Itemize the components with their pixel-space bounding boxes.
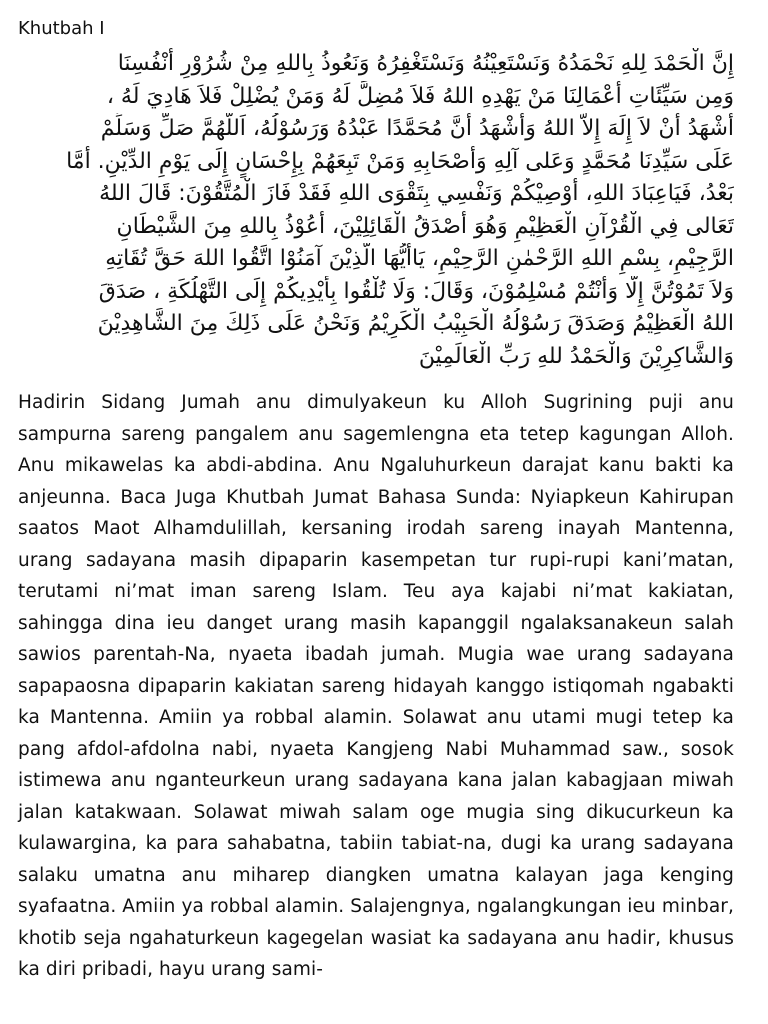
arabic-line: وَالشَّاكِرِيْنَ وَالْحَمْدُ للهِ رَبِّ الْعَالَمِيْنَ	[418, 343, 734, 369]
arabic-line: إِنَّ الْحَمْدَ لِلهِ نَحْمَدُهُ وَنَسْتَعِيْنُهُ وَنَسْتَغْفِرُهُ وَنَعُوذُ بِاللهِ مِنْ شُرُوْرِ أَنْفُسِنَا	[117, 51, 734, 76]
arabic-line: وَلاَ تَمُوْتُنَّ إِلَّا وَأَنْتُمْ مُسْلِمُوْنَ، وَقَالَ: وَلَا تُلْقُوا بِأَيْدِيكُمْ إِلَى التَّهْلُكَةِ ، صَدَقَ	[98, 278, 734, 304]
arabic-line: وَمِن سَيِّئَاتِ أَعْمَالِنَا مَنْ يَهْدِهِ اللهُ فَلاَ مُضِلَّ لَهُ وَمَنْ يُضْلِلْ فَلاَ هَادِيَ لَهُ ،	[106, 83, 734, 109]
arabic-line: أَشْهَدُ أَنْ لاَ إِلَهَ إِلاَّ اللهُ وَأَشْهَدُ أَنَّ مُحَمَّدًا عَبْدُهُ وَرَسُوْلُهُ، اَللّهُمَّ صَلِّ وَسَلِّمْ	[100, 116, 734, 141]
arabic-line: اللهُ الْعَظِيْمُ وَصَدَقَ رَسُوْلُهُ الْحَبِيْبُ الْكَرِيْمُ وَنَحْنُ عَلَى ذَلِكَ مِنَ الشَّاهِدِيْنَ	[97, 311, 734, 336]
arabic-line: الرَّجِيْمِ، بِسْمِ اللهِ الرَّحْمٰنِ الرَّحِيْمِ، يَاأَيُّهَا الَّذِيْنَ آمَنُوْا اتَّقُوا اللهَ حَقَّ تُقَاتِهِ	[105, 246, 734, 271]
document-page	[18, 14, 734, 986]
arabic-opening-text	[18, 48, 734, 373]
arabic-line: تَعَالى فِي الْقُرْآنِ الْعَظِيْمِ وَهُوَ أَصْدَقُ الْقَائِلِيْنَ، أَعُوْذُ بِاللهِ مِنَ الشَّيْطَانِ	[116, 213, 734, 239]
arabic-line: بَعْدُ، فَيَاعِبَادَ اللهِ، أُوْصِيْكُمْ وَنَفْسِي بِتَقْوَى اللهِ فَقَدْ فَازَ الْمُتَّقُوْنَ: قَالَ اللهُ	[99, 181, 734, 206]
sundanese-sermon-body: Hadirin Sidang Jumah anu dimulyakeun ku Alloh Sugrining puji anu sampurna sareng pangalem anu sagemlengna eta tetep kagungan Alloh. Anu mikawelas ka abdi-abdina. Anu Ngaluhurkeun darajat kanu bakti ka anjeunna. Baca Juga Khutbah Jumat Bahasa Sunda: Nyiapkeun Kahirupan saatos Maot Alhamdulillah, kersaning irodah sareng inayah Mantenna, urang sadayana masih dipaparin kasempetan tur rupi-rupi kani’matan, terutami ni’mat iman sareng Islam. Teu aya kajabi ni’mat kakiatan, sahingga dina ieu danget urang masih kapanggil ngalaksanakeun salah sawios parentah-Na, nyaeta ibadah jumah. Mugia wae urang sadayana sapapaosna dipaparin kakiatan sareng hidayah kanggo istiqomah ngabakti ka Mantenna. Amiin ya robbal alamin. Solawat anu utami mugi tetep ka pang afdol-afdolna nabi, nyaeta Kangjeng Nabi Muhammad saw., sosok istimewa anu nganteurkeun urang sadayana kana jalan kabagjaan miwah jalan katakwaan. Solawat miwah salam oge mugia sing dikucurkeun ka kulawargina, ka para sahabatna, tabiin tabiat-na, dugi ka urang sadayana salaku umatna anu miharep diangken umatna kalayan jaga kenging syafaatna. Amiin ya robbal alamin. Salajengnya, ngalangkungan ieu minbar, khotib seja ngahaturkeun kagegelan wasiat ka sadayana anu hadir, khusus ka diri pribadi, hayu urang sami-	[18, 392, 734, 980]
arabic-line: عَلَى سَيِّدِنَا مُحَمَّدٍ وَعَلى آلِهِ وَأَصْحَابِهِ وَمَنْ تَبِعَهُمْ بِإِحْسَانٍ إِلَى يَوْمِ الدِّيْنِ. أَمَّا	[66, 148, 734, 174]
page-title: Khutbah I	[18, 18, 105, 39]
